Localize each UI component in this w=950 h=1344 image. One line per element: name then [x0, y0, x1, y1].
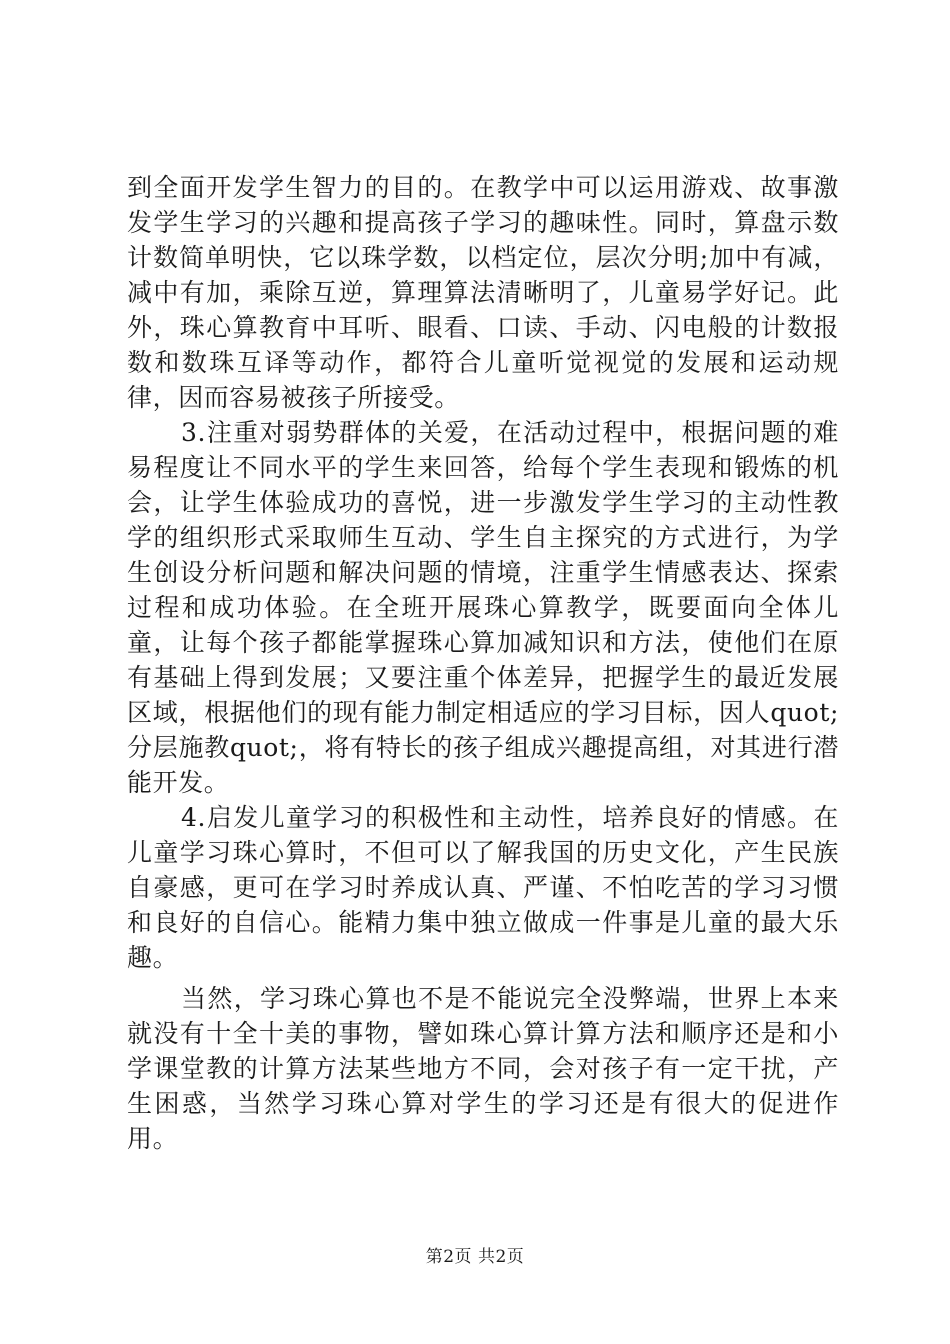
page-footer: 第2页 共2页: [425, 1247, 525, 1267]
paragraph-2: 3.注重对弱势群体的关爱，在活动过程中，根据问题的难易程度让不同水平的学生来回答，给每个学生表现和锻炼的机会，让学生体验成功的喜悦，进一步激发学生学习的主动性教学的组织形式采取师生互动、学生自主探究的方式进行，为学生创设分析问题和解决问题的情境，注重学生情感表达、探索过程和成功体验。在全班开展珠心算教学，既要面向全体儿童，让每个孩子都能掌握珠心算加减知识和方法，使他们在原有基础上得到发展；又要注重个体差异，把握学生的最近发展区域，根据他们的现有能力制定相适应的学习目标，因人quot;分层施教quot;，将有特长的孩子组成兴趣提高组，对其进行潜能开发。: [127, 418, 839, 797]
paragraph-3: 4.启发儿童学习的积极性和主动性，培养良好的情感。在儿童学习珠心算时，不但可以了解我国的历史文化，产生民族自豪感，更可在学习时养成认真、严谨、不怕吃苦的学习习惯和良好的自信心。能精力集中独立做成一件事是儿童的最大乐趣。: [127, 803, 839, 972]
paragraph-4: 当然，学习珠心算也不是不能说完全没弊端，世界上本来就没有十全十美的事物，譬如珠心算计算方法和顺序还是和小学课堂教的计算方法某些地方不同，会对孩子有一定干扰，产生困惑，当然学习珠心算对学生的学习还是有很大的促进作用。: [127, 984, 839, 1153]
paragraph-1: 到全面开发学生智力的目的。在教学中可以运用游戏、故事激发学生学习的兴趣和提高孩子学习的趣味性。同时，算盘示数计数简单明快，它以珠学数，以档定位，层次分明;加中有减，减中有加，乘除互逆，算理算法清晰明了，儿童易学好记。此外，珠心算教育中耳听、眼看、口读、手动、闪电般的计数报数和数珠互译等动作，都符合儿童听觉视觉的发展和运动规律，因而容易被孩子所接受。: [127, 173, 839, 412]
document-body: [127, 170, 839, 1156]
